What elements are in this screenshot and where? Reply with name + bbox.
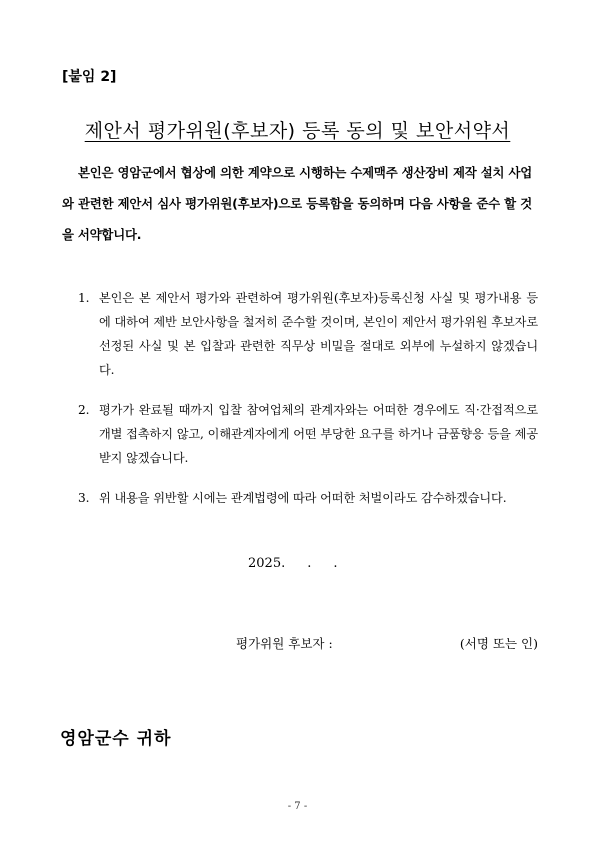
document-title	[0, 116, 595, 143]
addressee: 영암군수 귀하	[60, 729, 172, 749]
signature-note: (서명 또는 인)	[459, 636, 538, 651]
signature-label: 평가위원 후보자 :	[236, 636, 333, 651]
clause-text: 평가가 완료될 때까지 입찰 참여업체의 관계자와는 어떠한 경우에도 직·간접적으로 개별 접촉하지 않고, 이해관계자에게 어떤 부당한 요구를 하거나 금품향응 등을 제공받지 않겠습니다.	[99, 403, 538, 465]
pledge-date	[248, 556, 338, 571]
date-year: 2025.	[248, 556, 286, 571]
document-title-text: 제안서 평가위원(후보자) 등록 동의 및 보안서약서	[84, 120, 511, 142]
clause-number: 1.	[78, 291, 90, 305]
pledge-clause-list	[78, 286, 538, 526]
clause-text: 위 내용을 위반할 시에는 관계법령에 따라 어떠한 처벌이라도 감수하겠습니다.	[99, 491, 507, 505]
clause-number: 3.	[78, 491, 90, 505]
page-number: - 7 -	[287, 801, 308, 812]
intro-paragraph: 본인은 영암군에서 협상에 의한 계약으로 시행하는 수제맥주 생산장비 제작 설치 사업와 관련한 제안서 심사 평가위원(후보자)으로 등록함을 동의하며 다음 사항을 준수 할 것을 서약합니다.	[62, 165, 532, 242]
pledge-clause	[78, 286, 538, 382]
date-day-dot: .	[333, 556, 338, 571]
pledge-clause	[78, 486, 538, 510]
clause-text: 본인은 본 제안서 평가와 관련하여 평가위원(후보자)등록신청 사실 및 평가내용 등에 대하여 제반 보안사항을 철저히 준수할 것이며, 본인이 제안서 평가위원 후보자로 선정된 사실 및 본 입찰과 관련한 직무상 비밀을 절대로 외부에 누설하지 않겠습니다.	[99, 291, 538, 377]
clause-number: 2.	[78, 403, 90, 417]
date-month-dot: .	[307, 556, 312, 571]
pledge-clause	[78, 398, 538, 470]
attachment-tag: [붙임 2]	[62, 69, 117, 85]
